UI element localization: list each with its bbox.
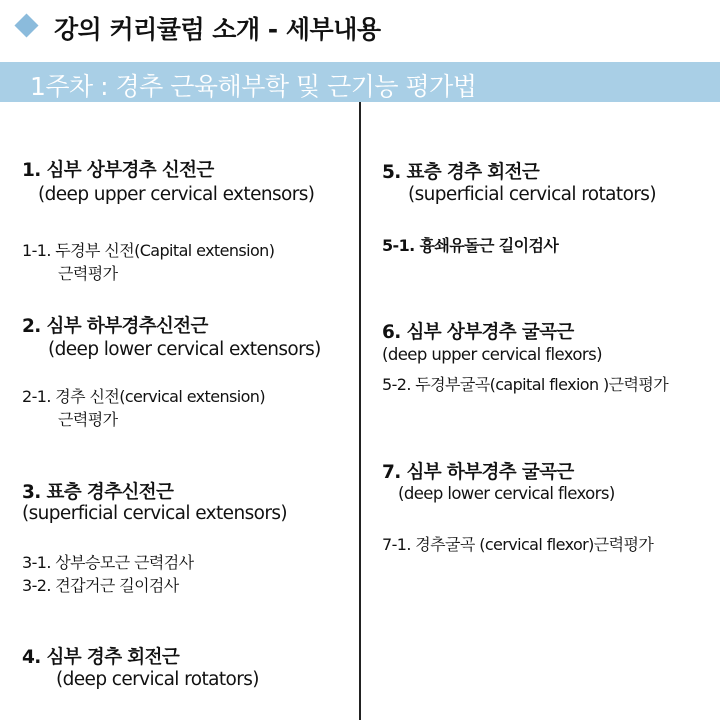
section-2-english: (deep lower cervical extensors) (48, 339, 321, 360)
section-2-sub-1-cont: 근력평가 (58, 410, 118, 429)
section-2-title: 2. 심부 하부경추신전근 (22, 316, 208, 337)
section-5-english: (superficial cervical rotators) (408, 184, 656, 205)
section-3-title: 3. 표층 경추신전근 (22, 482, 174, 503)
section-6-english: (deep upper cervical flexors) (382, 345, 602, 364)
section-5-sub-1: 5-1. 흉쇄유돌근 길이검사 (382, 236, 559, 255)
section-4-english: (deep cervical rotators) (56, 669, 259, 690)
section-7-title: 7. 심부 하부경추 굴곡근 (382, 462, 574, 483)
section-1-sub-1-cont: 근력평가 (58, 264, 118, 283)
section-6-title: 6. 심부 상부경추 굴곡근 (382, 322, 574, 343)
slide-header (0, 0, 720, 60)
section-7-english: (deep lower cervical flexors) (398, 484, 615, 503)
week-banner-text: 1주차 : 경추 근육해부학 및 근기능 평가법 (30, 72, 477, 101)
section-2-sub-1: 2-1. 경추 신전(cervical extension) (22, 387, 265, 406)
section-5-title: 5. 표층 경추 회전근 (382, 162, 540, 183)
slide-title: 강의 커리큘럼 소개 - 세부내용 (54, 15, 381, 44)
section-1-english: (deep upper cervical extensors) (38, 184, 315, 205)
section-3-sub-1: 3-1. 상부승모근 근력검사 (22, 553, 194, 572)
section-1-sub-1: 1-1. 두경부 신전(Capital extension) (22, 241, 275, 260)
diamond-bullet-icon (14, 13, 38, 37)
section-6-sub-1: 5-2. 두경부굴곡(capital flexion )근력평가 (382, 375, 669, 394)
section-3-english: (superficial cervical extensors) (22, 503, 287, 524)
section-4-title: 4. 심부 경추 회전근 (22, 647, 180, 668)
section-3-sub-2: 3-2. 견갑거근 길이검사 (22, 576, 179, 595)
week-banner (0, 62, 720, 102)
section-7-sub-1: 7-1. 경추굴곡 (cervical flexor)근력평가 (382, 535, 654, 554)
column-divider (359, 102, 361, 720)
section-1-title: 1. 심부 상부경추 신전근 (22, 160, 214, 181)
